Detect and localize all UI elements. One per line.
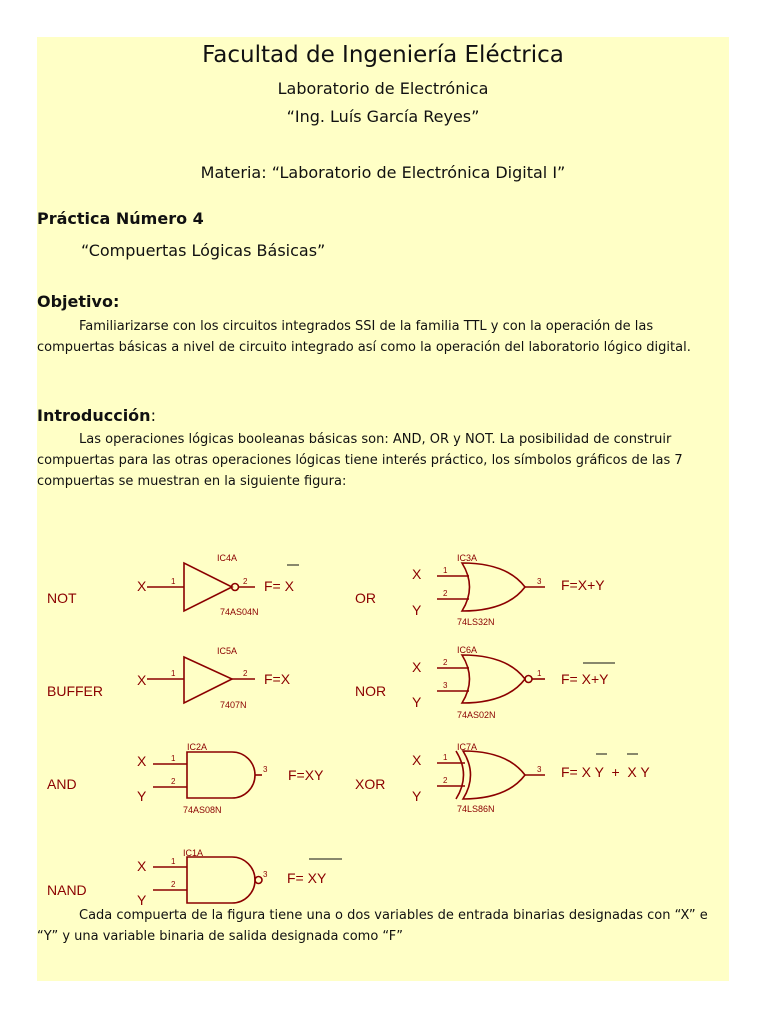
faculty-title: Facultad de Ingeniería Eléctrica [202, 42, 564, 68]
or-pin-out: 3 [537, 577, 542, 586]
nand-ref: IC1A [183, 848, 204, 858]
xor-part: 74LS86N [457, 804, 495, 814]
and-input-x: X [137, 753, 147, 769]
and-equation: F=XY [288, 767, 324, 783]
xor-input-y: Y [412, 788, 422, 804]
buffer-pin-in: 1 [171, 669, 176, 678]
introduction-heading-text: Introducción [37, 406, 151, 425]
nand-pin-in1: 1 [171, 857, 176, 866]
not-gate-symbol [147, 563, 255, 611]
practice-heading: Práctica Número 4 [37, 209, 204, 228]
lab-dedication: “Ing. Luís García Reyes” [286, 107, 480, 126]
lab-name: Laboratorio de Electrónica [277, 79, 489, 98]
buffer-name: BUFFER [47, 683, 103, 699]
nand-name: NAND [47, 882, 87, 898]
not-equation: F= X [264, 578, 294, 594]
nand-pin-in2: 2 [171, 880, 176, 889]
or-pin-in1: 1 [443, 566, 448, 575]
and-ref: IC2A [187, 742, 208, 752]
or-part: 74LS32N [457, 617, 495, 627]
or-input-y: Y [412, 602, 422, 618]
introduction-colon: : [150, 406, 156, 425]
nor-input-x: X [412, 659, 422, 675]
buffer-gate-symbol [147, 657, 255, 703]
and-pin-in1: 1 [171, 754, 176, 763]
nand-pin-out: 3 [263, 870, 268, 879]
or-input-x: X [412, 566, 422, 582]
not-input-x: X [137, 578, 147, 594]
objective-heading: Objetivo: [37, 292, 120, 311]
nand-gate-symbol [153, 857, 262, 903]
nor-part: 74AS02N [457, 710, 496, 720]
buffer-part: 7407N [220, 700, 247, 710]
subject-line: Materia: “Laboratorio de Electrónica Digital I” [200, 163, 566, 182]
xor-pin-out: 3 [537, 765, 542, 774]
nor-pin-in1: 2 [443, 658, 448, 667]
and-part: 74AS08N [183, 805, 222, 815]
nand-input-x: X [137, 858, 147, 874]
nor-input-y: Y [412, 694, 422, 710]
xor-gate-symbol [437, 751, 545, 799]
nor-name: NOR [355, 683, 387, 699]
not-part: 74AS04N [220, 607, 259, 617]
not-pin-in: 1 [171, 577, 176, 586]
or-pin-in2: 2 [443, 589, 448, 598]
logic-gates-figure [37, 507, 729, 907]
nor-equation: F= X+Y [561, 671, 609, 687]
buffer-input-x: X [137, 672, 147, 688]
buffer-equation: F=X [264, 671, 291, 687]
xor-pin-in1: 1 [443, 753, 448, 762]
xor-equation: F= X Y + X Y [561, 764, 650, 780]
and-name: AND [47, 776, 77, 792]
practice-title: “Compuertas Lógicas Básicas” [81, 241, 326, 260]
and-pin-in2: 2 [171, 777, 176, 786]
xor-pin-in2: 2 [443, 776, 448, 785]
xor-ref: IC7A [457, 742, 478, 752]
introduction-heading [37, 406, 156, 425]
nor-pin-out: 1 [537, 669, 542, 678]
closing-text: Cada compuerta de la figura tiene una o dos variables de entrada binarias designadas con “X” e “Y” y una variable binaria de salida designada como “F” [37, 908, 708, 944]
or-gate-symbol [437, 563, 545, 611]
xor-input-x: X [412, 752, 422, 768]
buffer-pin-out: 2 [243, 669, 248, 678]
not-name: NOT [47, 590, 77, 606]
or-ref: IC3A [457, 553, 478, 563]
introduction-text: Las operaciones lógicas booleanas básicas son: AND, OR y NOT. La posibilidad de construir compuertas para las otras operaciones lógicas tiene interés práctico, los símbolos gráficos de las 7 compuertas se muestran en la siguiente figura: [37, 432, 683, 489]
document-page [37, 37, 729, 981]
and-input-y: Y [137, 788, 147, 804]
and-pin-out: 3 [263, 765, 268, 774]
or-name: OR [355, 590, 376, 606]
buffer-ref: IC5A [217, 646, 238, 656]
not-ref: IC4A [217, 553, 238, 563]
xor-name: XOR [355, 776, 386, 792]
objective-text: Familiarizarse con los circuitos integrados SSI de la familia TTL y con la operación de las compuertas básicas a nivel de circuito integrado así como la operación del laboratorio lógico digital. [37, 319, 691, 355]
not-pin-out: 2 [243, 577, 248, 586]
and-gate-symbol [153, 752, 262, 798]
nand-input-y: Y [137, 892, 147, 907]
or-equation: F=X+Y [561, 577, 605, 593]
nor-ref: IC6A [457, 645, 478, 655]
nor-pin-in2: 3 [443, 681, 448, 690]
nor-gate-symbol [437, 655, 545, 703]
nand-equation: F= XY [287, 870, 327, 886]
